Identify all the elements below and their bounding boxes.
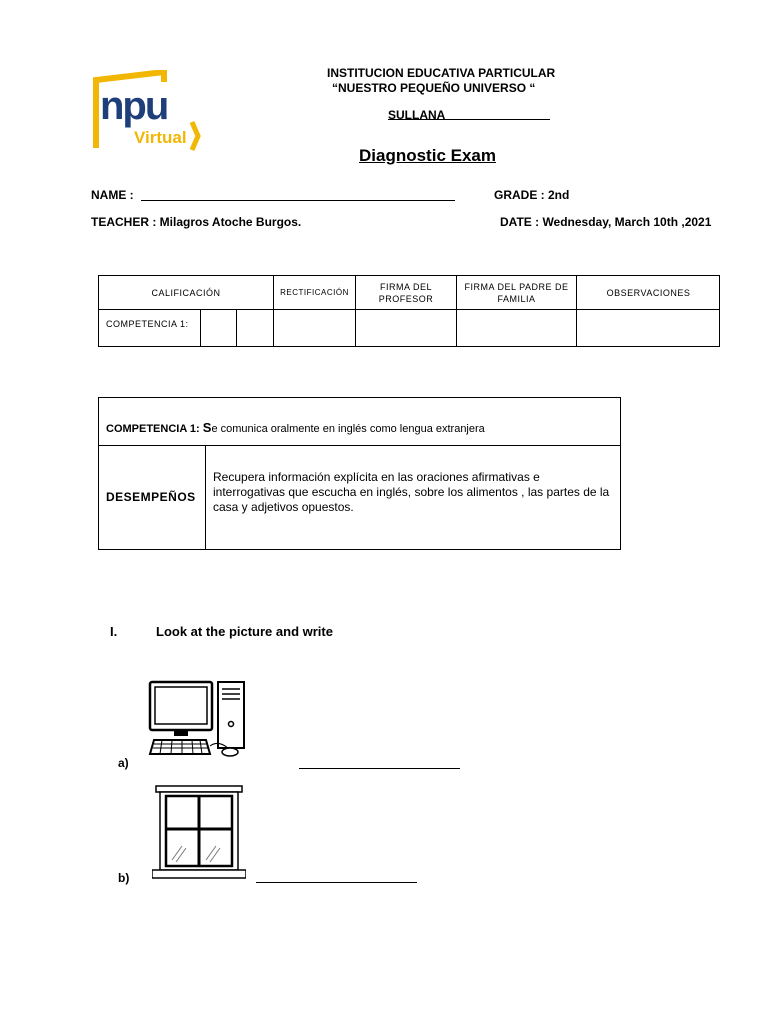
city-label: SULLANA xyxy=(388,108,446,122)
header-observaciones: OBSERVACIONES xyxy=(577,276,720,310)
desempenos-text: Recupera información explícita en las oraciones afirmativas e interrogativas que escucha en inglés, sobre los alimentos , las partes de la casa y adjetivos opuestos. xyxy=(213,470,610,514)
city-blank-line xyxy=(448,119,550,120)
computer-icon xyxy=(148,680,248,758)
grading-table xyxy=(98,275,720,347)
desempenos-label-cell xyxy=(99,446,206,550)
school-logo xyxy=(92,70,204,160)
exam-title: Diagnostic Exam xyxy=(359,146,496,165)
logo-main-text: npu xyxy=(100,84,168,128)
competency-initial: S xyxy=(202,420,212,435)
grade-cell-2[interactable] xyxy=(237,310,274,347)
header-calificacion: CALIFICACIÓN xyxy=(99,276,274,310)
header-firma-padre: FIRMA DEL PADRE DE FAMILIA xyxy=(457,276,577,310)
teacher-info: TEACHER : Milagros Atoche Burgos. xyxy=(91,215,302,229)
city-underline xyxy=(388,119,448,120)
name-label: NAME : xyxy=(91,188,134,202)
grade-info: GRADE : 2nd xyxy=(494,188,570,202)
date-info: DATE : Wednesday, March 10th ,2021 xyxy=(500,215,712,229)
observaciones-cell[interactable] xyxy=(577,310,720,347)
firma-padre-cell[interactable] xyxy=(457,310,577,347)
desempenos-label: DESEMPEÑOS xyxy=(106,490,196,504)
competency-table xyxy=(98,397,621,550)
competency-label: COMPETENCIA 1: xyxy=(106,423,200,435)
header-rectificacion: RECTIFICACIÓN xyxy=(274,276,356,310)
answer-b-line[interactable] xyxy=(256,882,417,883)
logo-sub-text: Virtual xyxy=(134,128,187,147)
window-icon xyxy=(152,784,246,880)
school-name: “NUESTRO PEQUEÑO UNIVERSO “ xyxy=(332,81,536,95)
section-title: Look at the picture and write xyxy=(156,624,333,639)
competency-text xyxy=(106,420,485,435)
firma-profesor-cell[interactable] xyxy=(356,310,457,347)
competency-row xyxy=(99,398,620,446)
row-label-cell xyxy=(99,310,201,347)
grade-cell-1[interactable] xyxy=(201,310,237,347)
school-type-line: INSTITUCION EDUCATIVA PARTICULAR xyxy=(327,66,556,80)
section-number: I. xyxy=(110,624,118,639)
competency-description: e comunica oralmente en inglés como lengua extranjera xyxy=(211,423,485,435)
rectificacion-cell[interactable] xyxy=(274,310,356,347)
answer-a-line[interactable] xyxy=(299,768,460,769)
question-b-label: b) xyxy=(118,871,130,885)
question-a-label: a) xyxy=(118,756,129,770)
name-blank-line[interactable] xyxy=(141,200,455,201)
row-label: COMPETENCIA 1: xyxy=(106,319,189,329)
header-firma-profesor: FIRMA DEL PROFESOR xyxy=(356,276,457,310)
